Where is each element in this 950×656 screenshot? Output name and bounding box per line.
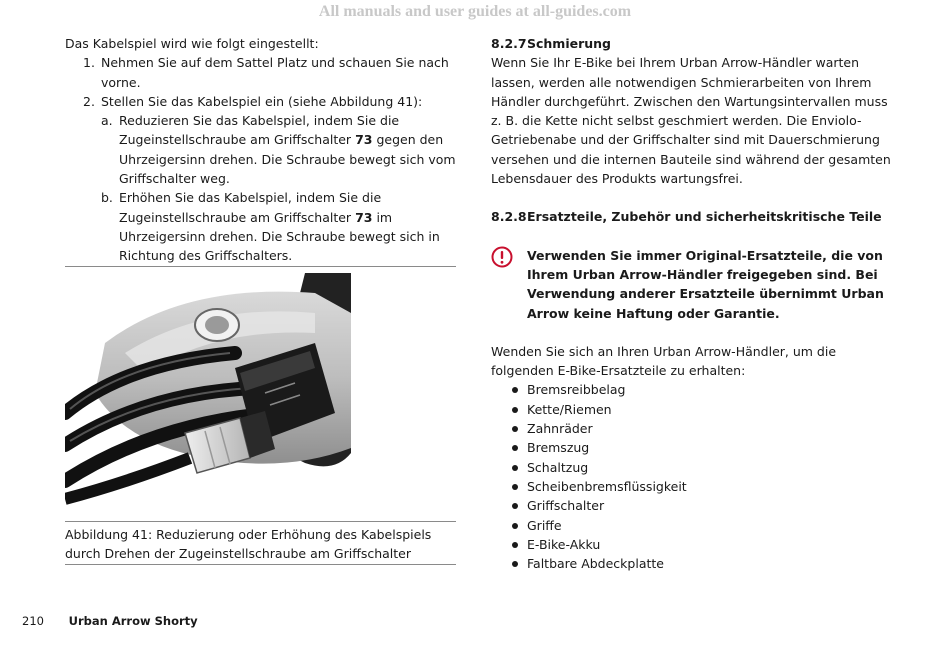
list-item: Griffe — [491, 516, 891, 535]
substep-item — [65, 188, 457, 265]
left-column — [65, 34, 457, 266]
part-number: 73 — [355, 209, 373, 225]
figure-caption: Abbildung 41: Reduzierung oder Erhöhung des Kabelspiels durch Drehen der Zugeinstellschraube am Griffschalter — [65, 527, 432, 562]
list-item: Kette/Riemen — [491, 400, 891, 419]
step-text: Nehmen Sie auf dem Sattel Platz und schauen Sie nach vorne. — [101, 55, 449, 90]
spare-parts-list — [491, 380, 891, 573]
page-number: 210 — [22, 614, 44, 628]
substep-text: Erhöhen Sie das Kabelspiel, indem Sie die Zugeinstellschraube am Griffschalter 73 im Uhrzeigersinn drehen. Die Schraube bewegt sich in Richtung des Griffschalters. — [119, 190, 440, 264]
step-text: Stellen Sie das Kabelspiel ein (siehe Abbildung 41): — [101, 93, 423, 109]
substeps-list — [65, 111, 457, 265]
list-item: Schaltzug — [491, 458, 891, 477]
list-item: Scheibenbremsflüssigkeit — [491, 477, 891, 496]
footer-title: Urban Arrow Shorty — [68, 614, 198, 628]
substep-number: a. — [101, 113, 113, 129]
figure-grip-shifter — [65, 273, 351, 507]
section-heading-lubrication: 8.2.7Schmierung — [491, 36, 612, 51]
steps-list — [65, 53, 457, 111]
list-item: Bremsreibbelag — [491, 380, 891, 399]
intro-text: Das Kabelspiel wird wie folgt eingestellt: — [65, 36, 319, 51]
step-number: 1. — [83, 55, 95, 71]
warning-text: Verwenden Sie immer Original-Ersatzteile, die von Ihrem Urban Arrow-Händler freigegeben sind. Bei Verwendung anderer Ersatzteile übernimmt Urban Arrow keine Haftung oder Garantie. — [527, 247, 884, 321]
substep-item — [65, 111, 457, 188]
warning-icon — [491, 246, 513, 268]
page-footer — [22, 612, 198, 630]
step-item — [65, 53, 457, 92]
divider-caption-top — [65, 521, 456, 522]
list-item: Faltbare Abdeckplatte — [491, 554, 891, 573]
warning-notice — [491, 246, 891, 323]
watermark: All manuals and user guides at all-guides.com — [318, 3, 632, 20]
step-item — [65, 92, 457, 111]
substep-number: b. — [101, 190, 113, 206]
divider-top — [65, 266, 456, 267]
spare-parts-intro: Wenden Sie sich an Ihren Urban Arrow-Händler, um die folgenden E-Bike-Ersatzteile zu erhalten: — [491, 343, 837, 379]
step-number: 2. — [83, 93, 95, 109]
right-column — [491, 34, 891, 573]
lubrication-text: Wenn Sie Ihr E-Bike bei Ihrem Urban Arrow-Händler warten lassen, werden alle notwendigen Schmierarbeiten von Ihrem Händler durchgeführt. Zwischen den Wartungsintervallen muss z. B. die Kette nicht selbst geschmiert werden. Die Enviolo-Getriebenabe und der Griffschalter sind mit Dauerschmierung versehen und die internen Bauteile sind während der gesamten Lebensdauer des Produkts wartungsfrei. — [491, 55, 891, 187]
list-item: Griffschalter — [491, 496, 891, 515]
list-item: E-Bike-Akku — [491, 535, 891, 554]
list-item: Bremszug — [491, 438, 891, 457]
grip-shifter-illustration — [65, 273, 351, 507]
list-item: Zahnräder — [491, 419, 891, 438]
section-heading-spare-parts: 8.2.8Ersatzteile, Zubehör und sicherheitskritische Teile — [491, 209, 882, 225]
divider-caption-bottom — [65, 564, 456, 565]
substep-text: Reduzieren Sie das Kabelspiel, indem Sie die Zugeinstellschraube am Griffschalter 73 gegen den Uhrzeigersinn drehen. Die Schraube bewegt sich vom Griffschalter weg. — [119, 113, 456, 187]
part-number: 73 — [355, 132, 373, 148]
